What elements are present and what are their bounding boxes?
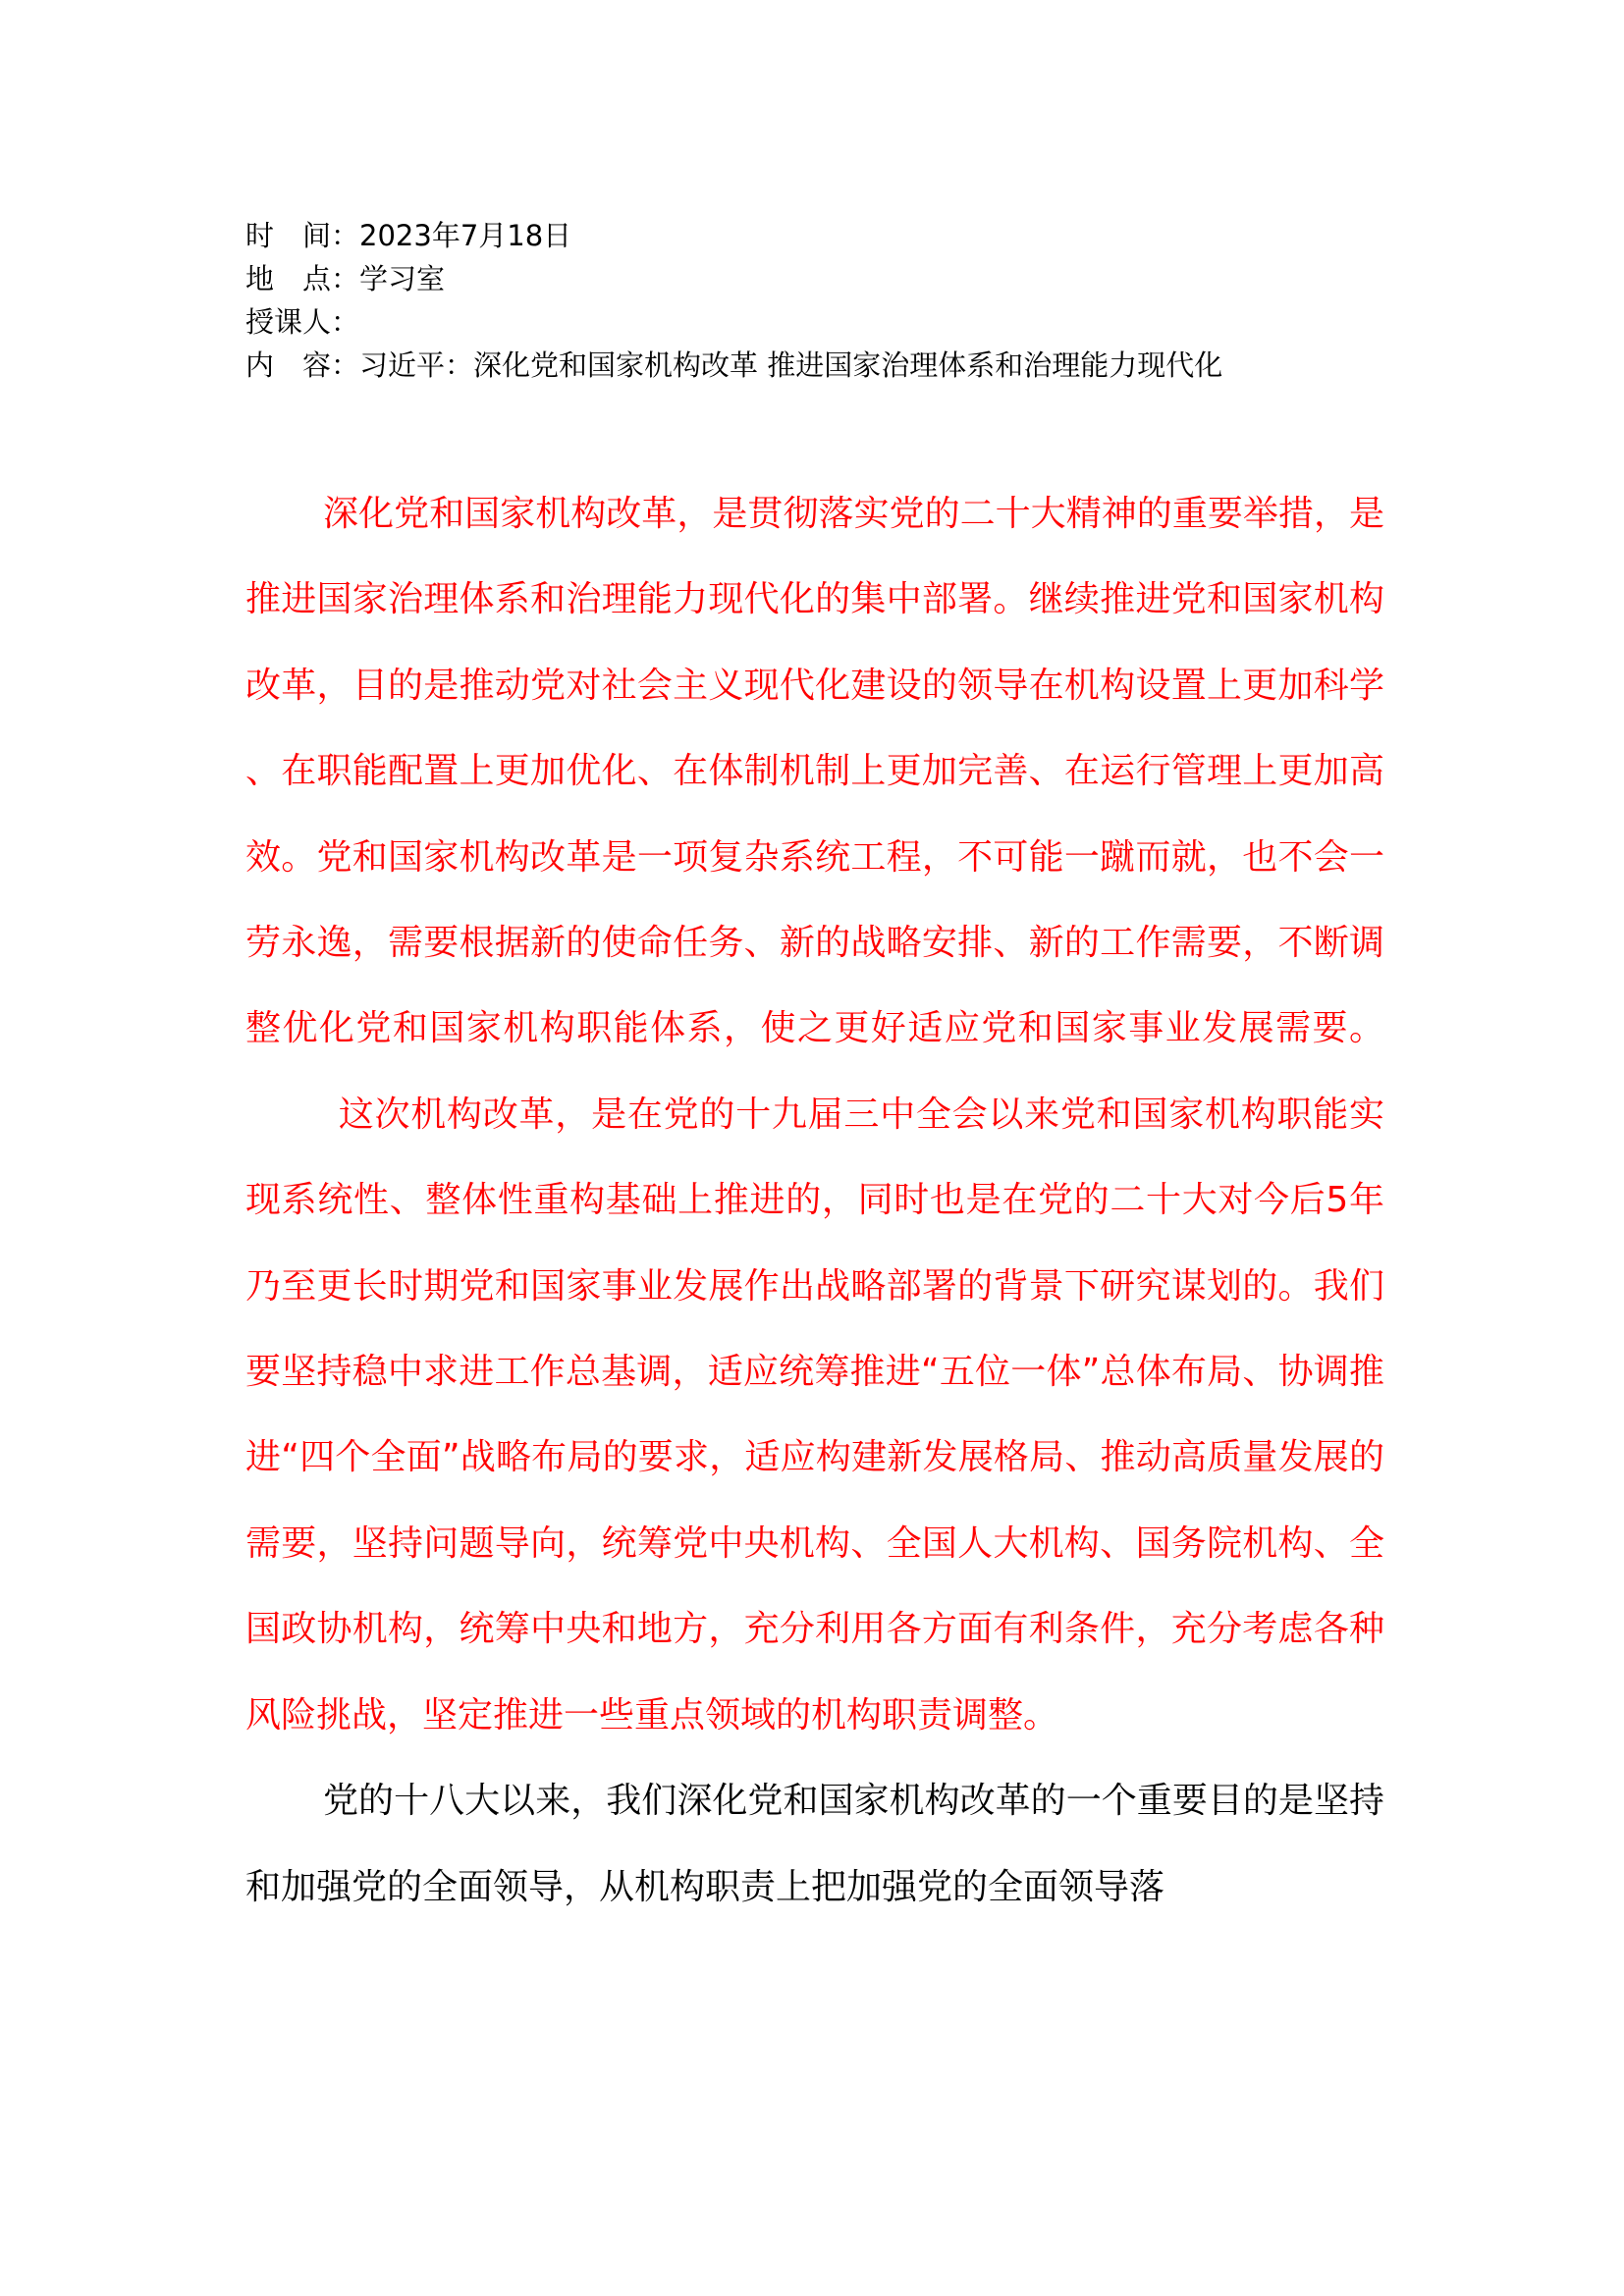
content-label: 内 容： <box>245 348 360 382</box>
lecturer-label: 授课人： <box>245 305 360 339</box>
highlighted-paragraph <box>245 471 1384 1758</box>
article-body <box>245 471 1384 1930</box>
paragraph-part-2: 这次机构改革，是在党的十九届三中全会以来党和国家机构职能实现系统性、整体性重构基础上推进的，同时也是在党的二十大对今后5年乃至更长时期党和国家事业发展作出战略部署的背景下研究谋划的。我们要坚持稳中求进工作总基调，适应统筹推进“五位一体”总体布局、协调推进“四个全面”战略布局的要求，适应构建新发展格局、推动高质量发展的需要，坚持问题导向，统筹党中央机构、全国人大机构、国务院机构、全国政协机构，统筹中央和地方，充分利用各方面有利条件，充分考虑各种风险挑战，坚定推进一些重点领域的机构职责调整。 <box>245 1094 1384 1735</box>
place-value: 学习室 <box>359 262 446 295</box>
time-row <box>245 214 1424 257</box>
content-value: 习近平：深化党和国家机构改革 推进国家治理体系和治理能力现代化 <box>359 348 1223 382</box>
paragraph: 党的十八大以来，我们深化党和国家机构改革的一个重要目的是坚持和加强党的全面领导，从机构职责上把加强党的全面领导落 <box>245 1781 1384 1907</box>
lecturer-row <box>245 300 1424 344</box>
place-row <box>245 257 1424 300</box>
paragraph-part-1: 深化党和国家机构改革，是贯彻落实党的二十大精神的重要举措，是推进国家治理体系和治理能力现代化的集中部署。继续推进党和国家机构改革，目的是推动党对社会主义现代化建设的领导在机构设置上更加科学、在职能配置上更加优化、在体制机制上更加完善、在运行管理上更加高效。党和国家机构改革是一项复杂系统工程，不可能一蹴而就，也不会一劳永逸，需要根据新的使命任务、新的战略安排、新的工作需要，不断调整优化党和国家机构职能体系，使之更好适应党和国家事业发展需要。 <box>245 494 1384 1049</box>
content-row <box>245 344 1424 387</box>
place-label: 地 点： <box>245 262 360 295</box>
time-value: 2023年7月18日 <box>359 219 572 252</box>
lesson-info <box>245 214 1424 387</box>
time-label: 时 间： <box>245 219 360 252</box>
